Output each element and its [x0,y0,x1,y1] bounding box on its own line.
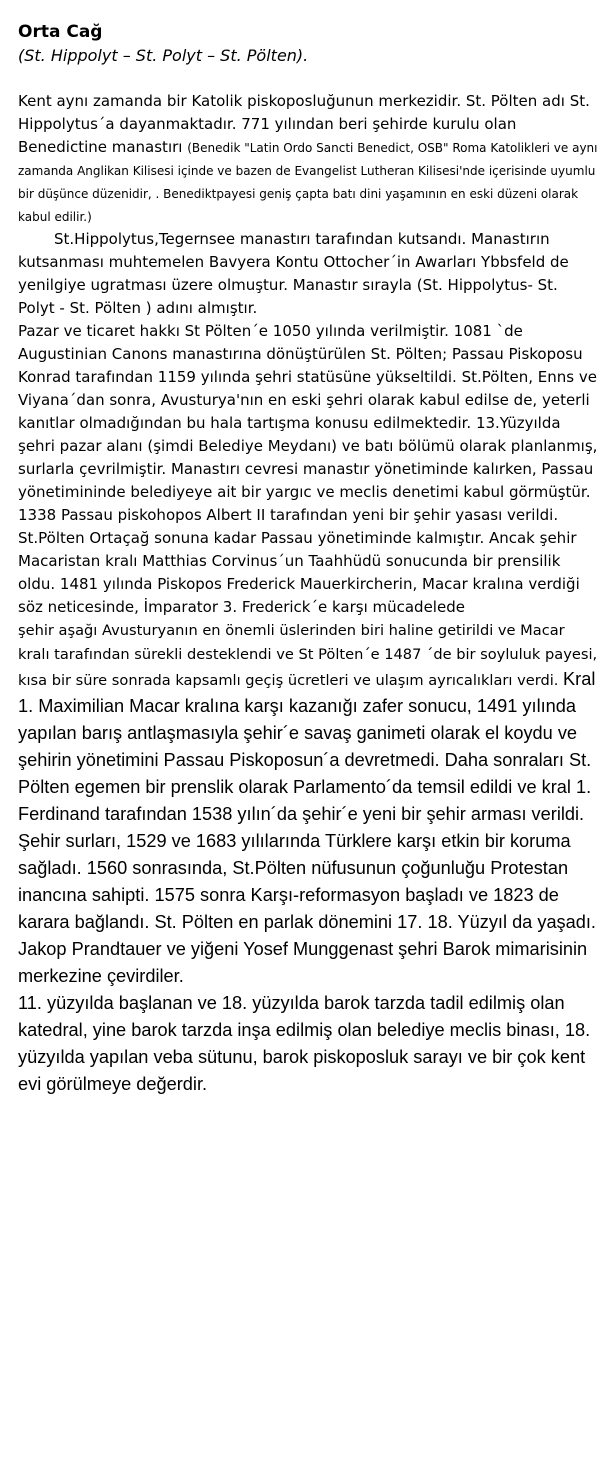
paragraph-city-walls: Şehir surları, 1529 ve 1683 yılılarında Türklere karşı etkin bir koruma sağladı. 1560 sonrasında, St.Pölten nüfusunun çoğunluğu Protestan inancına sahipti. 1575 sonra Karşı-reformasyon başladı ve 1823 de karara bağlandı. St. Pölten en parlak dönemini 17. 18. Yüzyıl da yaşadı. Jakop Prandtauer ve yiğeni Yosef Munggenast şehri Barok mimarisinin merkezine çevirdiler. [18,831,596,986]
paragraph-hungarian-period [18,619,598,828]
paragraph-intro [18,90,598,228]
document-title: Orta Cağ [18,22,103,42]
paragraph-landmarks: 11. yüzyılda başlanan ve 18. yüzyılda barok tarzda tadil edilmiş olan katedral, yine barok tarzda inşa edilmiş olan belediye meclis binası, 18. yüzyılda yapılan veba sütunu, barok piskoposluk sarayı ve bir çok kent evi görülmeye değerdir. [18,993,591,1094]
document [18,20,598,1098]
paragraph-intro-note: (Benedik "Latin Ordo Sancti Benedict, OSB" Roma Katolikleri ve aynı zamanda Anglikan Kilisesi içinde ve bazen de Evangelist Lutheran Kilisesi'nde içerisinde uyumlu bir düşünce düzenidir, . Benediktpayesi geniş çapta batı dini yaşamının en eski düzeni olarak kabul edilir.) [18,141,598,224]
paragraph-consecration: St.Hippolytus,Tegernsee manastırı tarafından kutsandı. Manastırın kutsanması muhtemelen Bavyera Kontu Ottocher´in Awarları Ybbsfeld de yenilgiye ugratması üzere olmuştur. Manastır sırayla (St. Hippolytus- St. Polyt - St. Pölten ) adını almıştır. [18,230,569,317]
paragraph-hungarian-period-b: Kral 1. Maximilian Macar kralına karşı kazanığı zafer sonucu, 1491 yılında yapılan barış antlaşmasıyla şehir´e savaş ganimeti olarak el koydu ve şehirin yönetimini Passau Piskoposun´a devretmedi. Daha sonraları St. Pölten egemen bir prenslik olarak Parlamento´da temsil edildi ve kral 1. Ferdinand tarafından 1538 yılın´da şehir´e yeni bir şehir arması verildi. [18,669,596,824]
paragraph-intro-main: Kent aynı zamanda bir Katolik piskoposluğunun merkezidir. St. Pölten adı St. Hippolytus´a dayanmaktadır. 771 yılından beri şehirde kurulu olan Benedictine manastırı [18,92,590,156]
paragraph-market-rights: Pazar ve ticaret hakkı St Pölten´e 1050 yılında verilmiştir. 1081 `de Augustinian Canons manastırına dönüştürülen St. Pölten; Passau Piskoposu Konrad tarafından 1159 yılında şehri statüsüne yükseltildi. St.Pölten, Enns ve Viyana´dan sonra, Avusturya'nın en eski şehri olarak kabul edilse de, yeterli kanıtlar olmadığından bu hala tartışma konusu edilmektedir. 13.Yüzyılda şehri pazar alanı (şimdi Belediye Meydanı) ve batı bölümü olarak planlanmış, surlarla çevrilmiştir. Manastırı cevresi manastır yönetiminde kalırken, Passau yönetimininde belediyeye ait bir yargıc ve meclis denetimi kabul görmüştür. 1338 Passau piskohopos Albert II tarafından yeni bir şehir yasası verildi. St.Pölten Ortaçağ sonuna kadar Passau yönetiminde kalmıştır. Ancak şehir Macaristan kralı Matthias Corvinus´un Taahhüdü sonucunda bir prensilik oldu. 1481 yılında Piskopos Frederick Mauerkircherin, Macar kralına verdiği söz neticesinde, İmparator 3. Frederick´e karşı mücadelede [18,322,598,616]
paragraph-hungarian-period-a: şehir aşağı Avusturyanın en önemli üslerinden biri haline getirildi ve Macar kralı tarafından sürekli desteklendi ve St Pölten´e 1487 ´de bir soyluluk payesi, kısa bir süre sonrada kapsamlı geçiş ücretleri ve ulaşım ayrıcalıkları verdi. [18,622,598,689]
document-subtitle: (St. Hippolyt – St. Polyt – St. Pölten). [18,46,309,65]
